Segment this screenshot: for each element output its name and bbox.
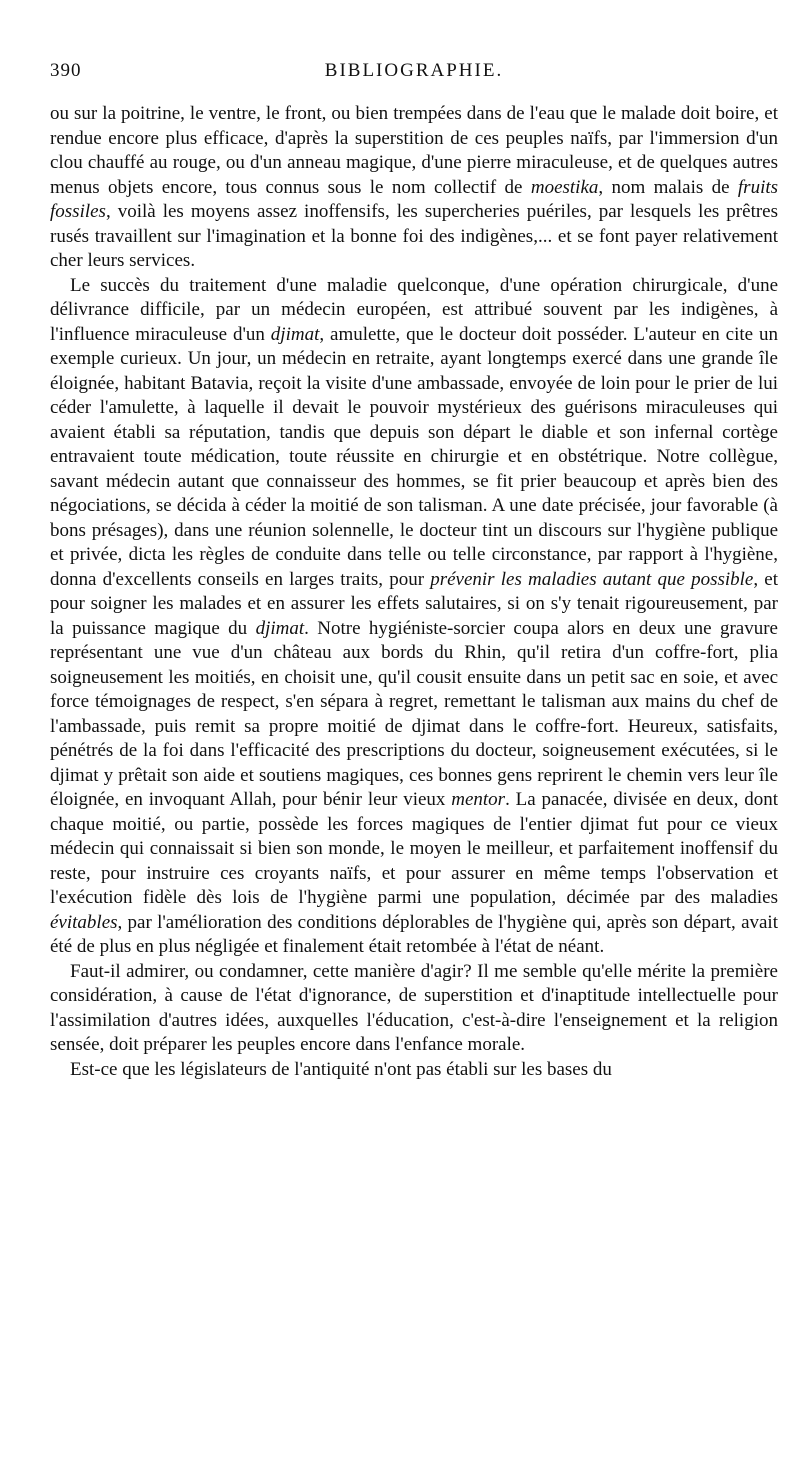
- text-run: , par l'amélioration des conditions déplorables de l'hygiène qui, après son départ, avait été de plus en plus négligée et finalement était retombée à l'état de néant.: [50, 911, 778, 957]
- italic-text-run: djimat: [255, 617, 305, 639]
- page-header: [50, 60, 778, 88]
- italic-text-run: mentor: [451, 789, 506, 810]
- italic-text-run: fruits fossiles: [50, 176, 779, 222]
- text-run: . La panacée, divisée en deux, dont chaque moitié, ou partie, possède les forces magiques de l'entier djimat fut pour ce vieux médecin qui connaissait si bien son monde, le moyen le meilleur, et parfaitement inoffensif du reste, pour instruire ces croyants naïfs, et pour assurer en même temps l'observation et l'exécution fidèle dès lois de l'hygiène parmi une population, décimée par des maladies: [50, 789, 779, 908]
- text-run: Le succès du traitement d'une maladie quelconque, d'une opération chirurgicale, d'une délivrance difficile, par un médecin européen, est attribué souvent par les indigènes, à l'influence miraculeuse d'un: [50, 274, 778, 345]
- text-run: Est-ce que les législateurs de l'antiquité n'ont pas établi sur les bases du: [70, 1058, 612, 1080]
- italic-text-run: djimat: [270, 323, 320, 345]
- body-text: [50, 102, 778, 1082]
- running-head: BIBLIOGRAPHIE.: [324, 60, 504, 81]
- italic-text-run: évitables: [50, 911, 118, 933]
- text-run: , et pour soigner les malades et en assurer les effets salutaires, si on s'y tenait rigoureusement, par la puissance magique du: [50, 568, 778, 639]
- paragraph: [50, 274, 778, 960]
- text-run: ou sur la poitrine, le ventre, le front, ou bien trempées dans de l'eau que le malade doit boire, et rendue encore plus efficace, d'après la superstition de ces peuples naïfs, par l'immersion d'un clou chauffé au rouge, ou d'un anneau magique, d'une pierre miraculeuse, et de quelques autres menus objets encore, tous connus sous le nom collectif de: [50, 103, 778, 198]
- italic-text-run: moestika: [530, 176, 599, 198]
- text-run: . Notre hygiéniste-sorcier coupa alors en deux une gravure représentant une vue d'un château aux bords du Rhin, qu'il retira d'un coffre-fort, plia soigneusement les moitiés, en choisit une, qu'il cousit ensuite dans un petit sac en soie, et avec force témoignages de respect, s'en sépara à regret, remettant le talisman aux mains du chef de l'ambassade, puis remit sa propre moitié de djimat dans le coffre-fort. Heureux, satisfaits, pénétrés de la foi dans l'efficacité des prescriptions du docteur, soigneusement exécutées, si le djimat y prêtait son aide et soutiens magiques, ces bonnes gens reprirent le chemin vers leur île éloignée, en invoquant Allah, pour bénir leur vieux: [50, 617, 778, 810]
- paragraph: [50, 960, 778, 1058]
- page-number: 390: [50, 60, 82, 81]
- text-run: , nom malais de: [598, 176, 738, 198]
- text-run: , voilà les moyens assez inoffensifs, les supercheries puériles, par lesquels les prêtres rusés travaillent sur l'imagination et la bonne foi des indigènes,... et se font payer relativement cher leurs services.: [50, 201, 778, 271]
- paragraph: [50, 102, 778, 274]
- text-run: , amulette, que le docteur doit posséder. L'auteur en cite un exemple curieux. Un jour, un médecin en retraite, ayant longtemps exercé dans une grande île éloignée, habitant Batavia, reçoit la visite d'une ambassade, envoyée de loin pour le prier de lui céder l'amulette, à laquelle il devait le pouvoir mystérieux des guérisons miraculeuses qui avaient établi sa réputation, tandis que depuis son départ le diable et son infernal cortège entravaient toute médication, toute réussite en chirurgie et en obstétrique. Notre collègue, savant médecin autant que connaisseur des hommes, se fit prier beaucoup et après bien des négociations, se décida à céder la moitié de son talisman. A une date précisée, jour favorable (à bons présages), dans une réunion solennelle, le docteur tint un discours sur l'hygiène publique et privée, dicta les règles de conduite dans telle ou telle circonstance, par rapport à l'hygiène, donna d'excellents conseils en larges traits, pour: [50, 323, 778, 590]
- italic-text-run: prévenir les maladies autant que possible: [430, 568, 754, 590]
- paragraph: [50, 1058, 778, 1083]
- text-run: Faut-il admirer, ou condamner, cette manière d'agir? Il me semble qu'elle mérite la première considération, à cause de l'état d'ignorance, de superstition et d'inaptitude intellectuelle pour l'assimilation d'autres idées, auxquelles l'éducation, c'est-à-dire l'enseignement et la religion sensée, doit préparer les peuples encore dans l'enfance morale.: [50, 960, 778, 1055]
